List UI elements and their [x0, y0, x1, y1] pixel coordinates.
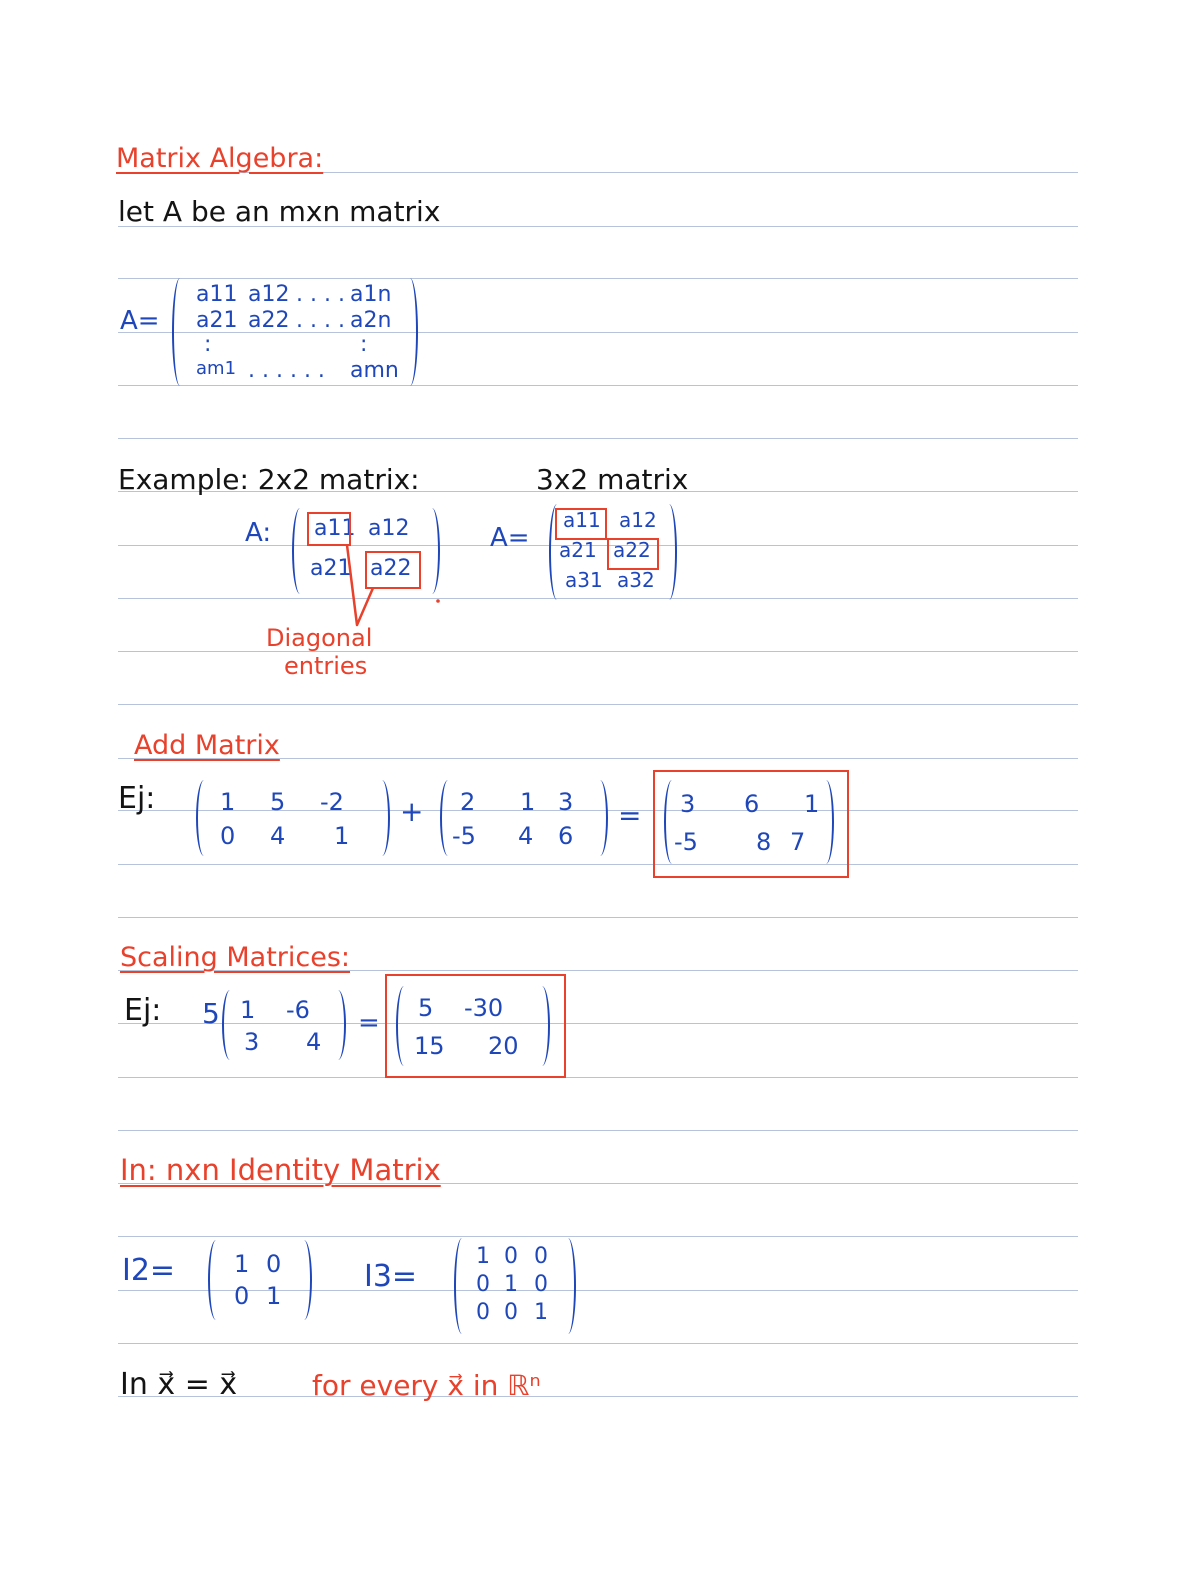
matrix-cell: am1 [196, 358, 237, 379]
identity-property-equation: In x⃗ = x⃗ [120, 1367, 238, 1402]
matrix-cell: a21 [196, 308, 238, 333]
matrix-cell: a31 [565, 568, 603, 592]
scalar: 5 [202, 997, 220, 1030]
add-right-matrix [440, 780, 608, 856]
matrix-cell: a32 [617, 568, 655, 592]
matrix-cell: a11 [563, 508, 601, 532]
add-result-matrix [664, 780, 834, 864]
matrix-cell: 6 [558, 822, 574, 850]
matrix-cell: 1 [534, 1300, 548, 1325]
matrix-cell: a11 [314, 516, 356, 541]
matrix-vdots: : [204, 332, 212, 357]
matrix-cell: 1 [334, 822, 350, 850]
matrix-cell: 6 [744, 790, 760, 818]
matrix-cell: 0 [504, 1300, 518, 1325]
matrix-cell: a22 [370, 556, 412, 581]
matrix-cell: a12 [248, 282, 290, 307]
matrix-vdots: : [360, 332, 368, 357]
matrix-cell: 0 [534, 1244, 548, 1269]
matrix-cell: -5 [452, 822, 476, 850]
matrix-cell: a21 [310, 556, 352, 581]
matrix-cell: 15 [414, 1032, 445, 1060]
matrix-ellipsis: . . . . . . [248, 358, 325, 383]
add-matrix-heading: Add Matrix [134, 730, 280, 761]
diagonal-highlight-box [607, 538, 659, 570]
matrix-cell: 1 [504, 1272, 518, 1297]
matrix-cell: 5 [418, 994, 434, 1022]
matrix-cell: 7 [790, 828, 806, 856]
example-heading-3x2: 3x2 matrix [536, 463, 689, 496]
matrix-cell: 1 [240, 996, 256, 1024]
matrix-cell: 3 [244, 1028, 260, 1056]
general-matrix-label: A= [120, 306, 160, 336]
matrix-cell: -30 [464, 994, 504, 1022]
equals-sign: = [358, 1008, 380, 1038]
matrix-cell: 0 [476, 1272, 490, 1297]
matrix-ellipsis: . . . . [296, 282, 345, 307]
matrix-cell: a22 [613, 538, 651, 562]
identity-2x2-matrix [208, 1240, 312, 1320]
matrix-cell: a21 [559, 538, 597, 562]
matrix-ellipsis: . . . . [296, 308, 345, 333]
scaling-heading: Scaling Matrices: [120, 942, 351, 973]
matrix-cell: 1 [220, 788, 236, 816]
intro-text: let A be an mxn matrix [118, 195, 441, 228]
matrix-cell: 4 [270, 822, 286, 850]
identity-3x3-matrix [454, 1238, 576, 1334]
matrix-cell: a22 [248, 308, 290, 333]
add-left-matrix [196, 780, 390, 856]
matrix-cell: 2 [460, 788, 476, 816]
matrix-cell: a11 [196, 282, 238, 307]
identity-heading: In: nxn Identity Matrix [120, 1153, 441, 1187]
page-title: Matrix Algebra: [116, 143, 324, 174]
matrix-cell: 0 [504, 1244, 518, 1269]
matrix-cell: 3 [680, 790, 696, 818]
matrix-cell: -6 [286, 996, 310, 1024]
matrix-cell: 1 [520, 788, 536, 816]
plus-sign: + [400, 795, 424, 828]
matrix-cell: 8 [756, 828, 772, 856]
matrix-cell: 0 [266, 1250, 282, 1278]
matrix-cell: -5 [674, 828, 698, 856]
scale-matrix [222, 990, 346, 1060]
matrix-cell: 0 [220, 822, 236, 850]
identity-property-condition: for every x⃗ in ℝⁿ [312, 1369, 541, 1402]
i2-label: I2= [122, 1253, 176, 1288]
matrix-cell: -2 [320, 788, 344, 816]
matrix-cell: a12 [368, 516, 410, 541]
matrix-cell: 0 [234, 1282, 250, 1310]
matrix-cell: 3 [558, 788, 574, 816]
matrix-cell: 20 [488, 1032, 519, 1060]
matrix-cell: 5 [270, 788, 286, 816]
diagonal-highlight-box [555, 508, 607, 540]
matrix-cell: 0 [476, 1300, 490, 1325]
scale-example-label: Ej: [124, 993, 162, 1028]
matrix-cell: 1 [804, 790, 820, 818]
diagonal-label: Diagonal [266, 624, 373, 652]
matrix-cell: 0 [534, 1272, 548, 1297]
example-2x2-label: A: [245, 518, 272, 548]
diagonal-label: entries [284, 652, 368, 680]
equals-sign: = [618, 799, 642, 832]
matrix-cell: 1 [476, 1244, 490, 1269]
matrix-cell: 4 [518, 822, 534, 850]
scale-result-matrix [396, 986, 550, 1066]
matrix-cell: amn [350, 358, 399, 383]
matrix-cell: a2n [350, 308, 392, 333]
matrix-cell: 1 [266, 1282, 282, 1310]
i3-label: I3= [364, 1259, 418, 1294]
matrix-cell: 4 [306, 1028, 322, 1056]
matrix-cell: 1 [234, 1250, 250, 1278]
add-example-label: Ej: [118, 781, 156, 816]
matrix-cell: a12 [619, 508, 657, 532]
example-heading: Example: 2x2 matrix: [118, 463, 420, 496]
matrix-cell: a1n [350, 282, 392, 307]
example-3x2-label: A= [490, 523, 530, 553]
